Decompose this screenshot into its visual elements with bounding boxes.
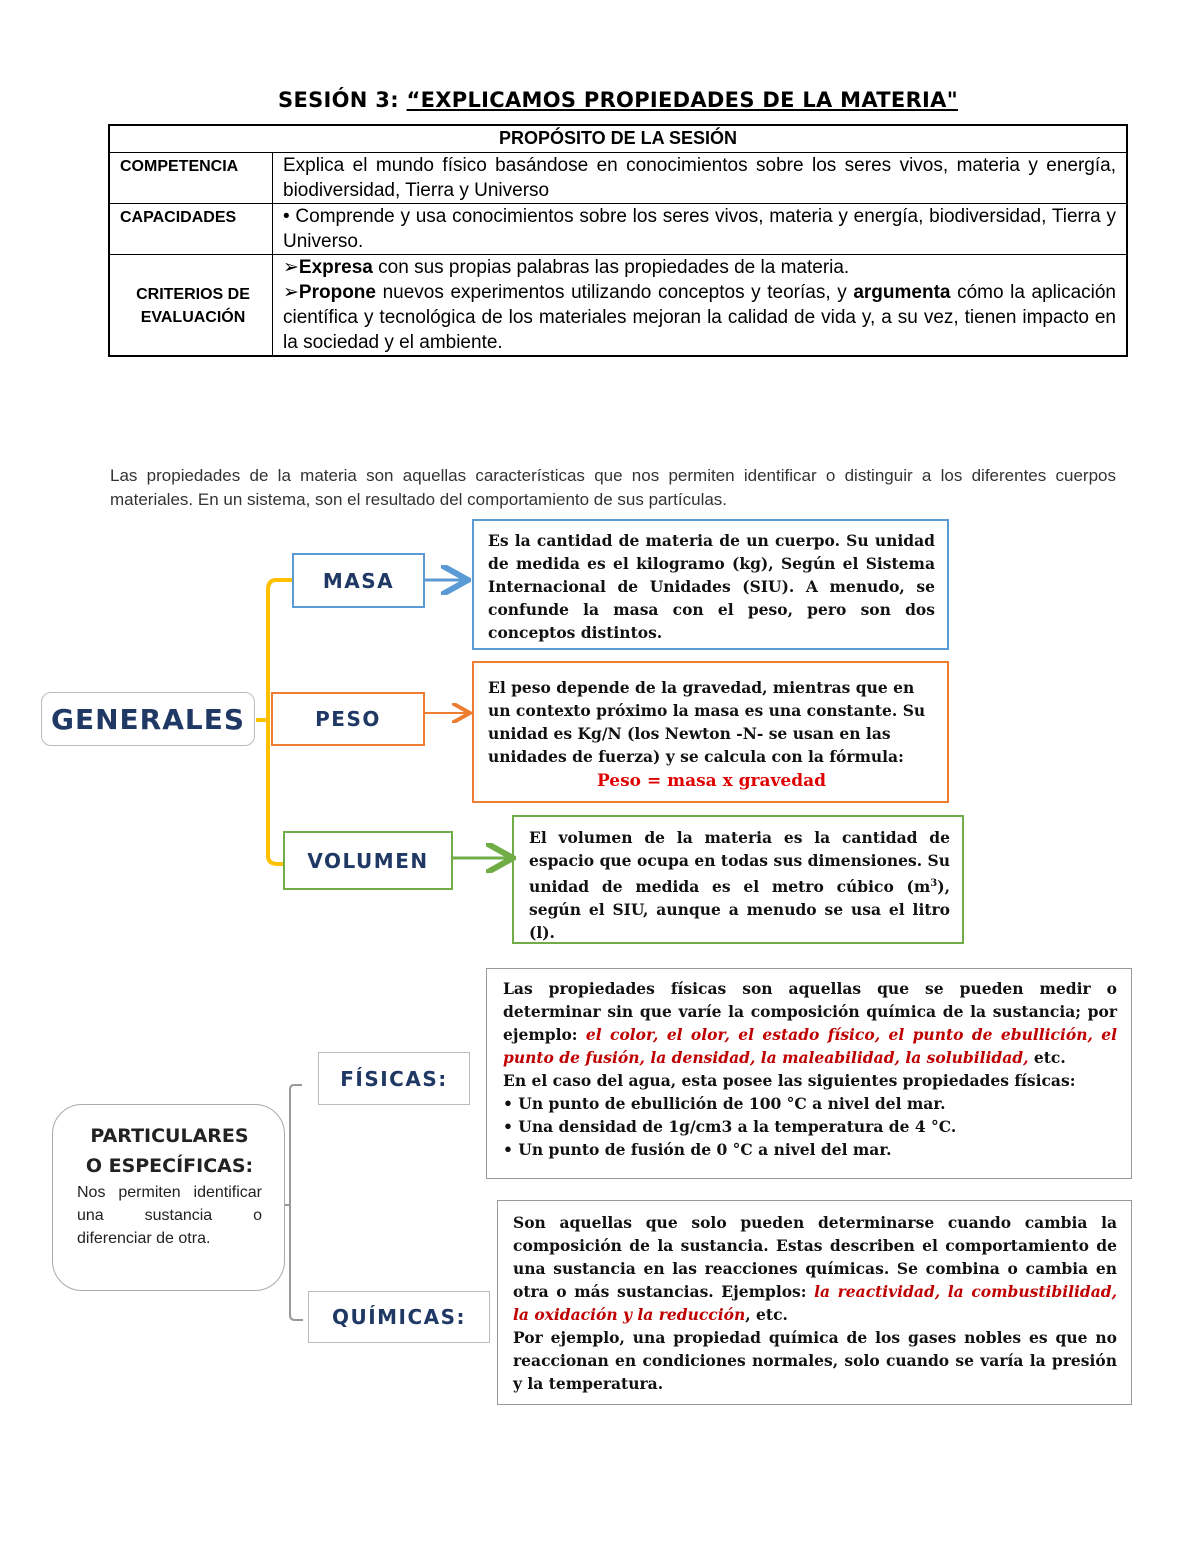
criterios-label-line1: CRITERIOS DE — [136, 286, 250, 303]
fisicas-definition — [486, 968, 1132, 1179]
generales-node — [41, 692, 255, 746]
peso-definition — [472, 661, 949, 803]
volumen-node — [283, 831, 453, 890]
competencia-text: Explica el mundo físico basándose en conocimientos sobre los seres vivos, materia y energía, biodiversidad, Tierra y Universo — [273, 153, 1128, 204]
quimicas-definition — [497, 1200, 1132, 1405]
arrow-bullet-icon: ➢ — [283, 282, 299, 303]
criterio-1-verb: Expresa — [298, 257, 373, 278]
volumen-superscript: 3 — [930, 878, 938, 889]
criterio-2-verb: Propone — [298, 282, 376, 303]
fisicas-item: • Una densidad de 1g/cm3 a la temperatura de 4 °C. — [503, 1117, 957, 1136]
competencia-label: COMPETENCIA — [109, 153, 273, 204]
volumen-text-end: ), según el SIU, aunque a menudo se usa el litro (l). — [529, 877, 950, 943]
criterios-label-line2: EVALUACIÓN — [140, 309, 246, 326]
criterio-2-text-end: cómo la aplicación científica y tecnológica de los materiales mejoran la calidad de vida y, a su vez, tienen impacto en la sociedad y el ambiente. — [283, 282, 1116, 353]
arrow-bullet-icon: ➢ — [283, 257, 299, 278]
criterio-2-text: nuevos experimentos utilizando conceptos y teorías, y — [375, 282, 854, 303]
quimicas-etc: , etc. — [745, 1305, 788, 1324]
volumen-label: VOLUMEN — [307, 848, 429, 873]
quimicas-intro: Son aquellas que solo pueden determinarse cuando cambia la composición de la sustancia. Estas describen el comportamiento de una sustancia en las reacciones químicas. Se combina o cambia en otra o más sustancias. Ejemplos: — [513, 1213, 1117, 1301]
particulares-bracket — [285, 1085, 303, 1320]
fisicas-item: • Un punto de ebullición de 100 °C a nivel del mar. — [503, 1094, 946, 1113]
criterio-1-text: con sus propias palabras las propiedades de la materia. — [372, 257, 850, 278]
fisicas-intro: Las propiedades físicas son aquellas que se pueden medir o determinar sin que varíe la composición química de la sustancia; por ejemplo: — [503, 979, 1117, 1044]
particulares-description: Nos permiten identificar una sustancia o diferenciar de otra. — [77, 1184, 262, 1247]
particulares-title-line2: O ESPECÍFICAS: — [85, 1155, 254, 1177]
fisicas-examples: el color, el olor, el estado físico, el punto de ebullición, el punto de fusión, la densidad, la maleabilidad, la solubilidad, — [503, 1025, 1117, 1067]
fisicas-label: FÍSICAS: — [340, 1066, 448, 1091]
peso-text: El peso depende de la gravedad, mientras que en un contexto próximo la masa es una constante. Su unidad es Kg/N (los Newton -N- se usan en las unidades de fuerza) y se calcula con la fórmula: — [488, 678, 926, 766]
title-prefix: SESIÓN 3: — [278, 88, 407, 112]
particulares-node — [52, 1104, 285, 1291]
title-main: “EXPLICAMOS PROPIEDADES DE LA MATERIA" — [406, 88, 958, 112]
fisicas-item: • Un punto de fusión de 0 °C a nivel del mar. — [503, 1140, 892, 1159]
volumen-text: El volumen de la materia es la cantidad de espacio que ocupa en todas sus dimensiones. Su unidad de medida es el metro cúbico (m — [529, 828, 950, 897]
peso-formula: Peso = masa x gravedad — [596, 771, 827, 791]
masa-text: Es la cantidad de materia de un cuerpo. Su unidad de medida es el kilogramo (kg), Según el Sistema Internacional de Unidades (SIU). A menudo, se confunde la masa con el peso, pero son dos conceptos distintos. — [488, 531, 935, 642]
peso-label: PESO — [315, 707, 381, 731]
quimicas-examples: la reactividad, la combustibilidad, la oxidación y la reducción — [513, 1282, 1117, 1324]
intro-paragraph: Las propiedades de la materia son aquellas características que nos permiten identificar o distinguir a los diferentes cuerpos materiales. En un sistema, son el resultado del comportamiento de sus partículas. — [110, 466, 1116, 509]
quimicas-label: QUÍMICAS: — [331, 1305, 467, 1329]
fisicas-agua: En el caso del agua, esta posee las siguientes propiedades físicas: — [503, 1071, 1076, 1090]
masa-node — [292, 553, 425, 608]
capacidades-label: CAPACIDADES — [109, 204, 273, 255]
masa-label: MASA — [322, 568, 395, 593]
quimicas-node — [308, 1291, 490, 1343]
quimicas-extra: Por ejemplo, una propiedad química de los gases nobles es que no reaccionan en condiciones normales, solo cuando se varía la presión y la temperatura. — [513, 1328, 1117, 1393]
capacidades-text: • Comprende y usa conocimientos sobre los seres vivos, materia y energía, biodiversidad, Tierra y Universo. — [273, 204, 1128, 255]
peso-node — [271, 692, 425, 746]
particulares-title-line1: PARTICULARES — [90, 1125, 249, 1147]
volumen-definition — [512, 815, 964, 944]
generales-label: GENERALES — [50, 702, 246, 736]
fisicas-node — [318, 1052, 470, 1105]
proposito-header: PROPÓSITO DE LA SESIÓN — [109, 125, 1127, 153]
criterio-2-verb2: argumenta — [853, 282, 951, 303]
fisicas-etc: etc. — [1028, 1048, 1066, 1067]
masa-definition — [472, 519, 949, 650]
